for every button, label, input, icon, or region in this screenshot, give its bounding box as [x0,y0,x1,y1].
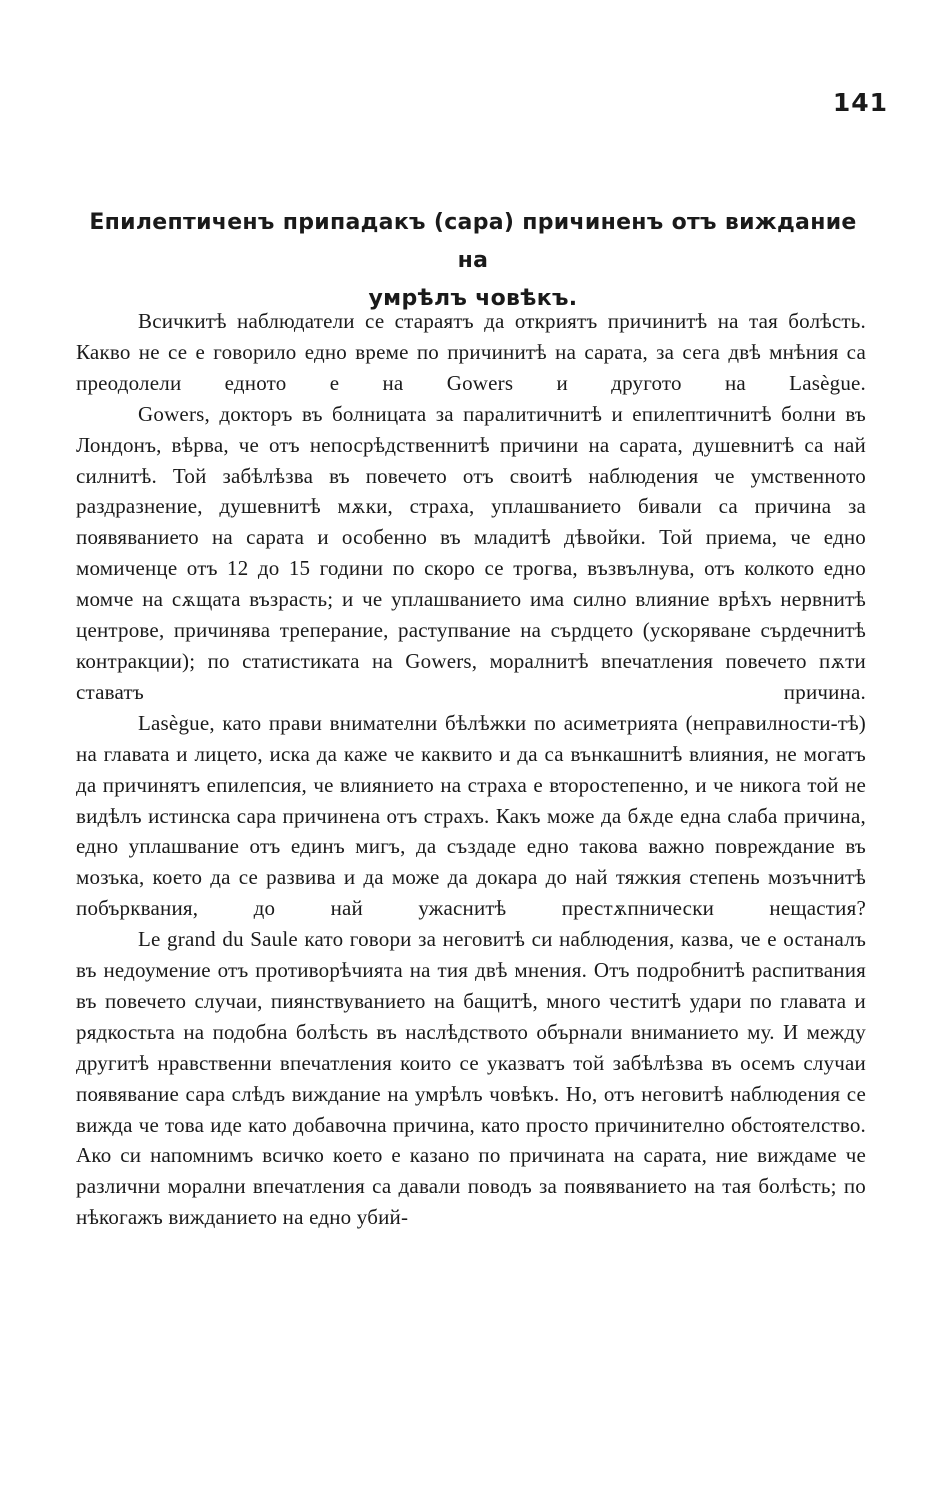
page-number: 141 [832,88,888,117]
body-text [76,306,866,1233]
paragraph-2: Gowers, докторъ въ болницата за паралитичнитѣ и епилептичнитѣ болни въ Лондонъ, вѣрва, че отъ непосрѣдственнитѣ причини на сарата, душевнитѣ са най силнитѣ. Той забѣлѣзва въ повечето отъ своитѣ наблюдения че умственното раздразнение, душевнитѣ мѫки, страха, уплашванието бивали са причина за появяванието на сарата и особенно въ младитѣ дѣвойки. Той приема, че едно момиченце отъ 12 до 15 години по скоро се трогва, възвълнува, отъ колкото едно момче на сѫщата възрасть; и че уплашванието има силно влияние врѣхъ нервнитѣ центрове, причинява треперание, раступвание на сърдцето (ускоряване сърдечнитѣ контракции); по статистиката на Gowers, моралнитѣ впечатления повечето пѫти ставатъ причина. [76,401,866,704]
chapter-title-line-2: умрѣлъ човѣкъ. [368,286,578,311]
paragraph-3: Lasègue, като прави внимателни бѣлѣжки по асиметрията (неправилности-тѣ) на главата и лицето, иска да каже че каквито и да са вънкашнитѣ влияния, не могатъ да причинятъ епилепсия, че влиянието на страха е второстепенно, и че никога той не видѣлъ истинска сара причинена отъ страхъ. Какъ може да бѫде една слаба причина, едно уплашвание отъ единъ мигъ, да създаде едно такова важно повреждание въ мозъка, което да се развива и да може да докара до най тяжкия степень мозъчнитѣ побърквания, до най ужаснитѣ престѫпнически нещастия? [76,710,866,921]
chapter-title [80,204,866,318]
chapter-title-line-1: Епилептиченъ припадакъ (сара) причиненъ отъ виждание на [89,210,857,273]
paragraph-1: Всичкитѣ наблюдатели се стараятъ да откриятъ причинитѣ на тая болѣсть. Какво не се е говорило едно време по причинитѣ на сарата, за сега двѣ мнѣния са преодолели едното е на Gowers и другото на Lasègue. [76,309,866,395]
paragraph-4: Le grand du Saule като говори за неговитѣ си наблюдения, казва, че е останалъ въ недоумение отъ противорѣчията на тия двѣ мнения. Отъ подробнитѣ распитвания въ повечето случаи, пиянствуванието на бащитѣ, много честитѣ удари по главата и рядкостьта на подобна болѣсть въ наслѣдството обърнали вниманието му. И между другитѣ нравственни впечатления които се указватъ той забѣлѣзва въ осемъ случаи появявание сара слѣдъ виждание на умрѣлъ човѣкъ. Но, отъ неговитѣ наблюдения се вижда че това иде като добавочна причина, като просто причинително обстоятелство. Ако си напомнимъ всичко което е казано по причината на сарата, ние виждаме че различни морални впечатления са давали поводъ за появяванието на тая болѣсть; по нѣкогажъ вижданието на едно убий- [76,927,866,1230]
